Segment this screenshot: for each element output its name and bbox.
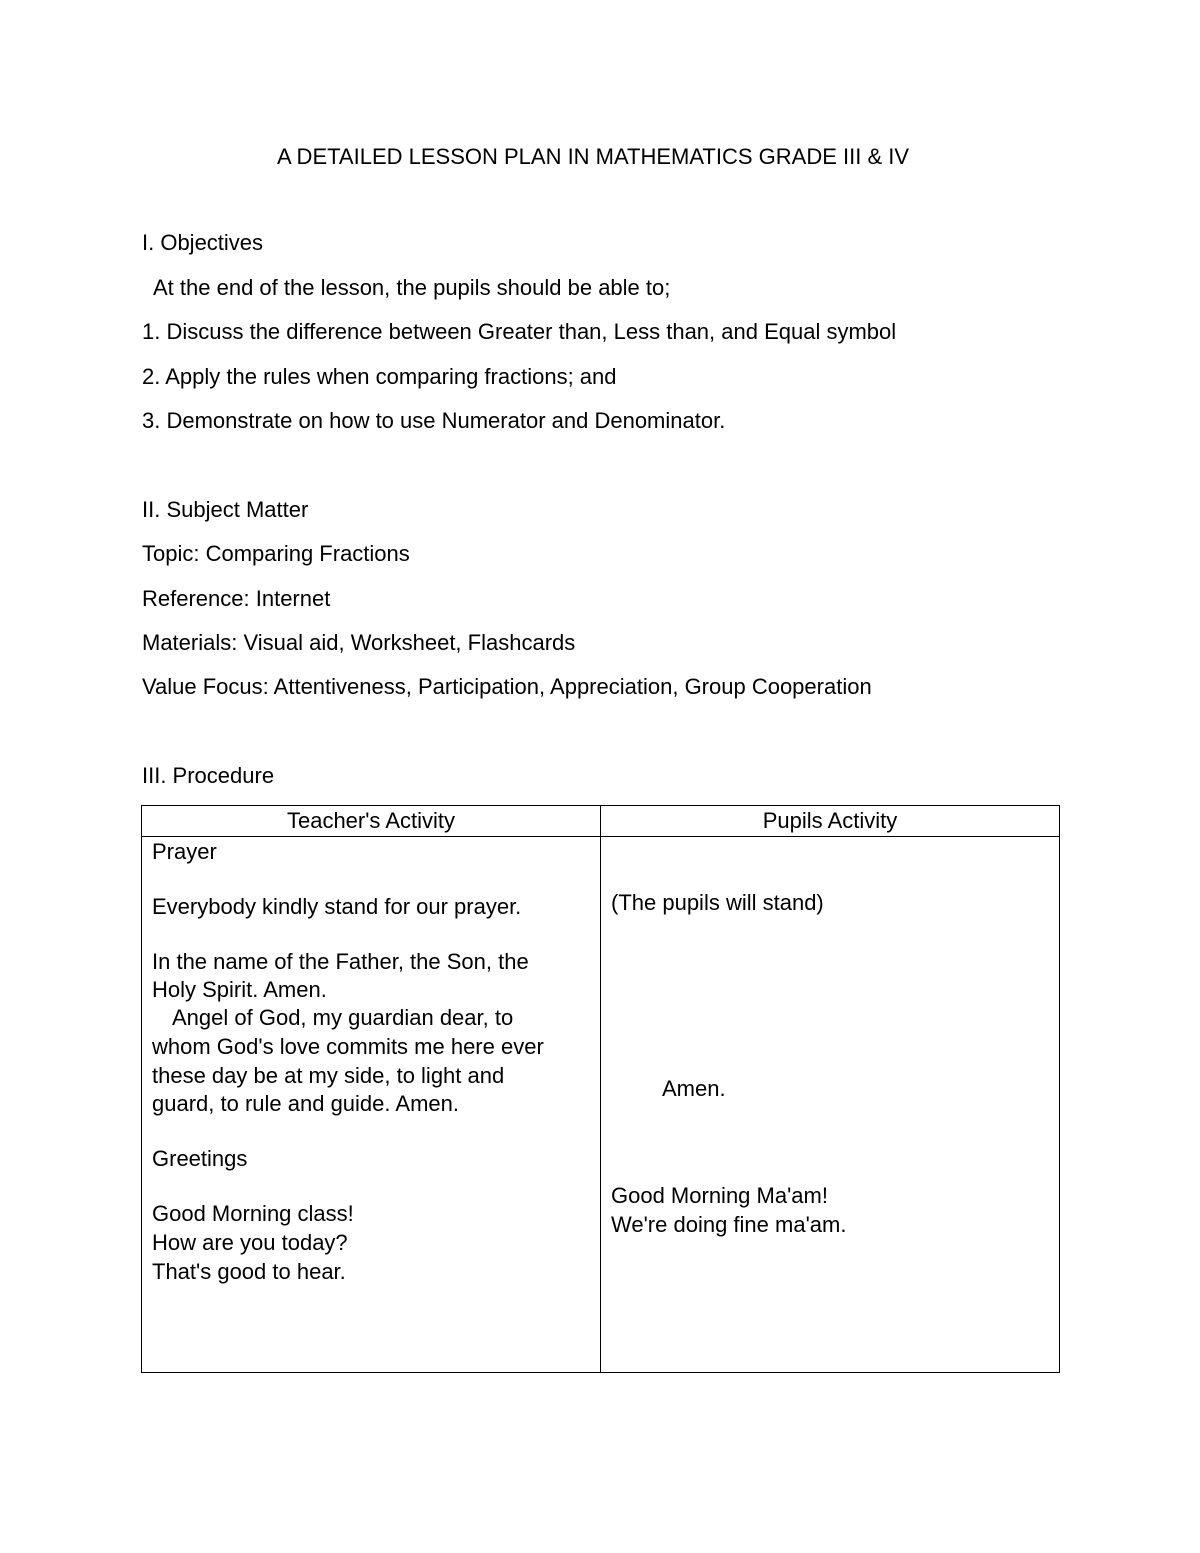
document-title: A DETAILED LESSON PLAN IN MATHEMATICS GRADE III & IV <box>276 144 910 169</box>
teacher-prayer-line-3: Angel of God, my guardian dear, to <box>172 1005 514 1030</box>
objectives-heading: I. Objectives <box>142 230 264 255</box>
teacher-prayer-instruction: Everybody kindly stand for our prayer. <box>152 894 522 919</box>
objective-item-3: 3. Demonstrate on how to use Numerator and Denominator. <box>142 408 726 433</box>
teacher-prayer-line-2: Holy Spirit. Amen. <box>152 977 327 1002</box>
pupil-greeting-response-1: Good Morning Ma'am! <box>611 1183 828 1208</box>
teacher-greetings-label: Greetings <box>152 1146 248 1171</box>
teacher-prayer-label: Prayer <box>152 839 217 864</box>
objectives-intro: At the end of the lesson, the pupils should be able to; <box>153 275 671 300</box>
table-row <box>142 837 1060 1373</box>
objective-item-2: 2. Apply the rules when comparing fractions; and <box>142 364 617 389</box>
header-pupils-activity: Pupils Activity <box>601 806 1060 837</box>
subject-value-focus: Value Focus: Attentiveness, Participation, Appreciation, Group Cooperation <box>142 674 872 699</box>
teacher-prayer-line-1: In the name of the Father, the Son, the <box>152 949 529 974</box>
objective-item-1: 1. Discuss the difference between Greater than, Less than, and Equal symbol <box>142 319 897 344</box>
table-header-row <box>142 806 1060 837</box>
subject-reference: Reference: Internet <box>142 586 331 611</box>
subject-matter-heading: II. Subject Matter <box>142 497 309 522</box>
pupil-greeting-response-2: We're doing fine ma'am. <box>611 1212 847 1237</box>
teacher-prayer-line-5: these day be at my side, to light and <box>152 1063 505 1088</box>
procedure-table <box>141 805 1060 1373</box>
subject-topic: Topic: Comparing Fractions <box>142 541 410 566</box>
pupil-stand-response: (The pupils will stand) <box>611 890 824 915</box>
teacher-greeting-line-1: Good Morning class! <box>152 1201 354 1226</box>
subject-materials: Materials: Visual aid, Worksheet, Flashcards <box>142 630 576 655</box>
pupil-activity-cell <box>601 837 1060 1373</box>
teacher-greeting-line-3: That's good to hear. <box>152 1259 346 1284</box>
teacher-prayer-line-4: whom God's love commits me here ever <box>152 1034 544 1059</box>
header-teachers-activity: Teacher's Activity <box>142 806 601 837</box>
teacher-greeting-line-2: How are you today? <box>152 1230 348 1255</box>
teacher-activity-cell <box>142 837 601 1373</box>
procedure-heading: III. Procedure <box>142 763 275 788</box>
pupil-amen-response: Amen. <box>662 1076 726 1101</box>
teacher-prayer-line-6: guard, to rule and guide. Amen. <box>152 1091 459 1116</box>
